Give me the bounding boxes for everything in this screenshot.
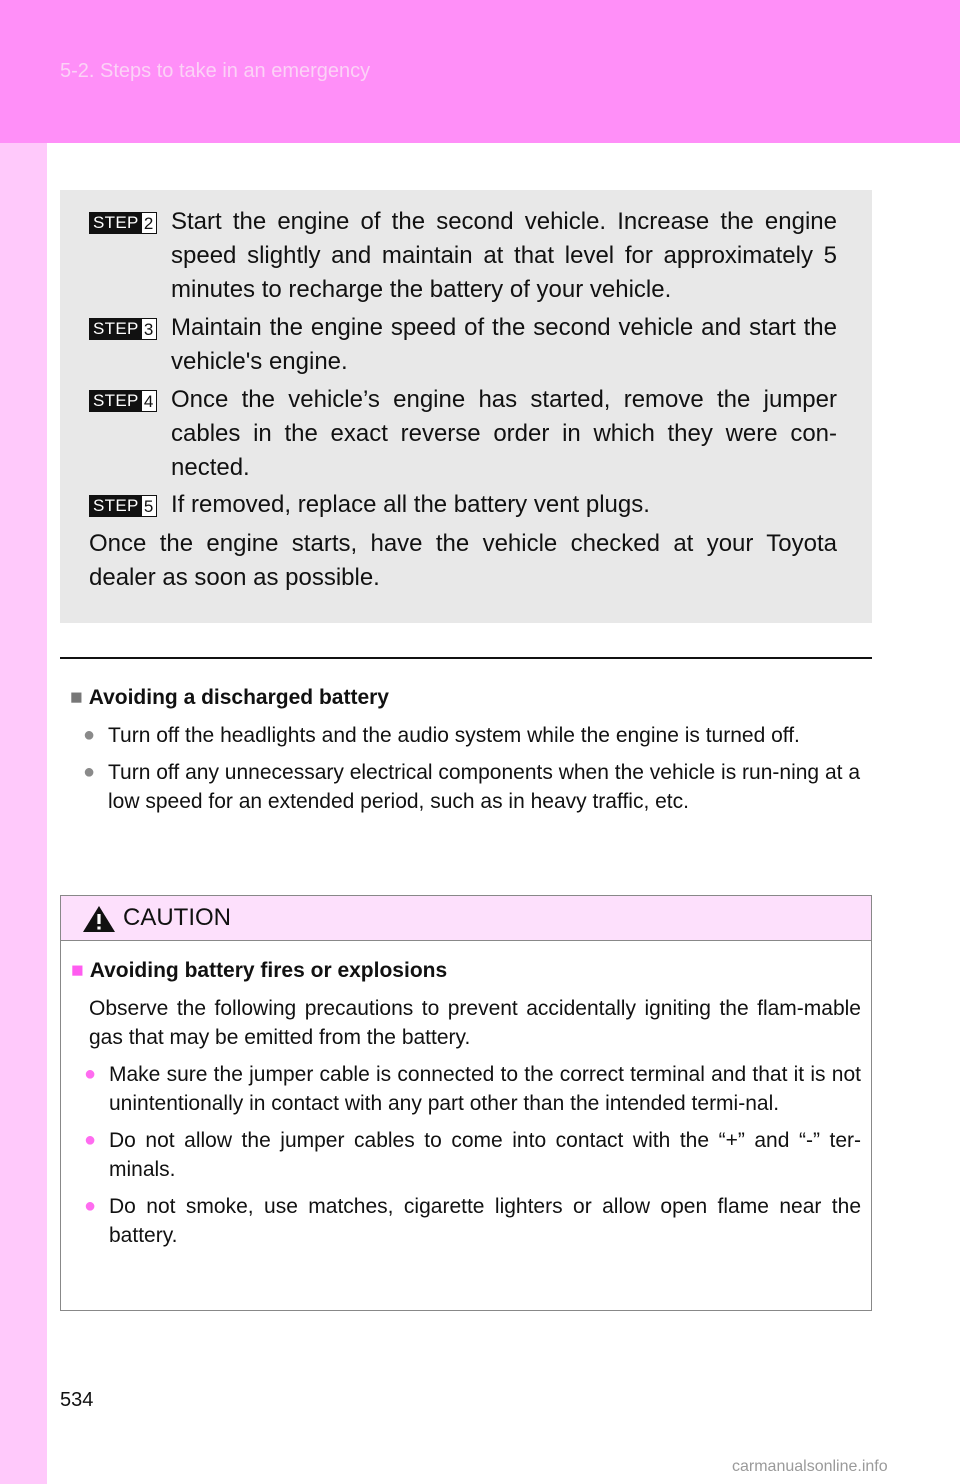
section-divider bbox=[60, 657, 872, 659]
step-text: Start the engine of the second vehicle. Increase the engine speed slightly and maintain at that level for approximately 5 minutes to recharge the battery of your vehicle. bbox=[171, 208, 837, 303]
step-badge-label: STEP bbox=[89, 212, 142, 234]
step-4 bbox=[89, 383, 837, 485]
step-badge bbox=[89, 318, 157, 340]
steps-box bbox=[60, 190, 872, 623]
caution-body bbox=[71, 956, 861, 1250]
square-bullet-icon: ■ bbox=[70, 686, 83, 709]
step-3 bbox=[89, 311, 837, 379]
page-number: 534 bbox=[60, 1389, 94, 1411]
step-badge-label: STEP bbox=[89, 318, 142, 340]
section-title bbox=[70, 683, 860, 713]
step-badge bbox=[89, 495, 157, 517]
caution-heading: CAUTION bbox=[123, 904, 231, 931]
step-badge-label: STEP bbox=[89, 390, 142, 412]
chapter-title: 5-2. Steps to take in an emergency bbox=[60, 60, 371, 82]
discharged-battery-section bbox=[70, 683, 860, 816]
caution-box bbox=[60, 895, 872, 1311]
round-bullet-icon: ● bbox=[83, 761, 96, 783]
step-badge-number: 4 bbox=[142, 390, 157, 412]
list-item-text: Turn off any unnecessary electrical components when the vehicle is run-ning at a low speed for an extended period, such as in heavy traffic, etc. bbox=[108, 761, 860, 813]
step-2 bbox=[89, 205, 837, 307]
warning-triangle-icon bbox=[81, 904, 117, 934]
caution-title bbox=[71, 956, 861, 986]
step-badge bbox=[89, 212, 157, 234]
list-item bbox=[70, 721, 860, 750]
side-band bbox=[0, 143, 47, 1484]
round-bullet-icon: ● bbox=[84, 1063, 97, 1085]
list-item bbox=[71, 1060, 861, 1118]
step-text: Maintain the engine speed of the second vehicle and start the vehicle's engine. bbox=[171, 314, 837, 375]
list-item bbox=[71, 1192, 861, 1250]
step-badge bbox=[89, 390, 157, 412]
round-bullet-icon: ● bbox=[84, 1195, 97, 1217]
list-item bbox=[70, 758, 860, 816]
closing-note: Once the engine starts, have the vehicle checked at your Toyota dealer as soon as possible. bbox=[89, 530, 837, 591]
section-title-text: Avoiding a discharged battery bbox=[88, 686, 389, 709]
round-bullet-icon: ● bbox=[83, 724, 96, 746]
caution-intro: Observe the following precautions to prevent accidentally igniting the flam-mable gas that may be emitted from the battery. bbox=[89, 997, 861, 1049]
caution-title-text: Avoiding battery fires or explosions bbox=[89, 959, 448, 982]
step-badge-number: 5 bbox=[142, 495, 157, 517]
watermark: carmanualsonline.info bbox=[732, 1458, 888, 1475]
list-item-text: Turn off the headlights and the audio system while the engine is turned off. bbox=[108, 724, 800, 747]
header-band bbox=[0, 0, 960, 143]
step-badge-number: 3 bbox=[142, 318, 157, 340]
step-badge-number: 2 bbox=[142, 212, 157, 234]
list-item-text: Do not smoke, use matches, cigarette lighters or allow open flame near the battery. bbox=[109, 1195, 861, 1247]
step-text: If removed, replace all the battery vent plugs. bbox=[171, 491, 650, 518]
step-text: Once the vehicle’s engine has started, remove the jumper cables in the exact reverse order in which they were con-nected. bbox=[171, 386, 837, 481]
list-item-text: Make sure the jumper cable is connected to the correct terminal and that it is not unintentionally in contact with any part other than the intended termi-nal. bbox=[109, 1063, 861, 1115]
list-item bbox=[71, 1126, 861, 1184]
caution-header bbox=[61, 896, 871, 941]
square-bullet-icon: ■ bbox=[71, 959, 84, 982]
step-5 bbox=[89, 488, 837, 522]
step-badge-label: STEP bbox=[89, 495, 142, 517]
list-item-text: Do not allow the jumper cables to come into contact with the “+” and “-” ter-minals. bbox=[109, 1129, 861, 1181]
round-bullet-icon: ● bbox=[84, 1129, 97, 1151]
